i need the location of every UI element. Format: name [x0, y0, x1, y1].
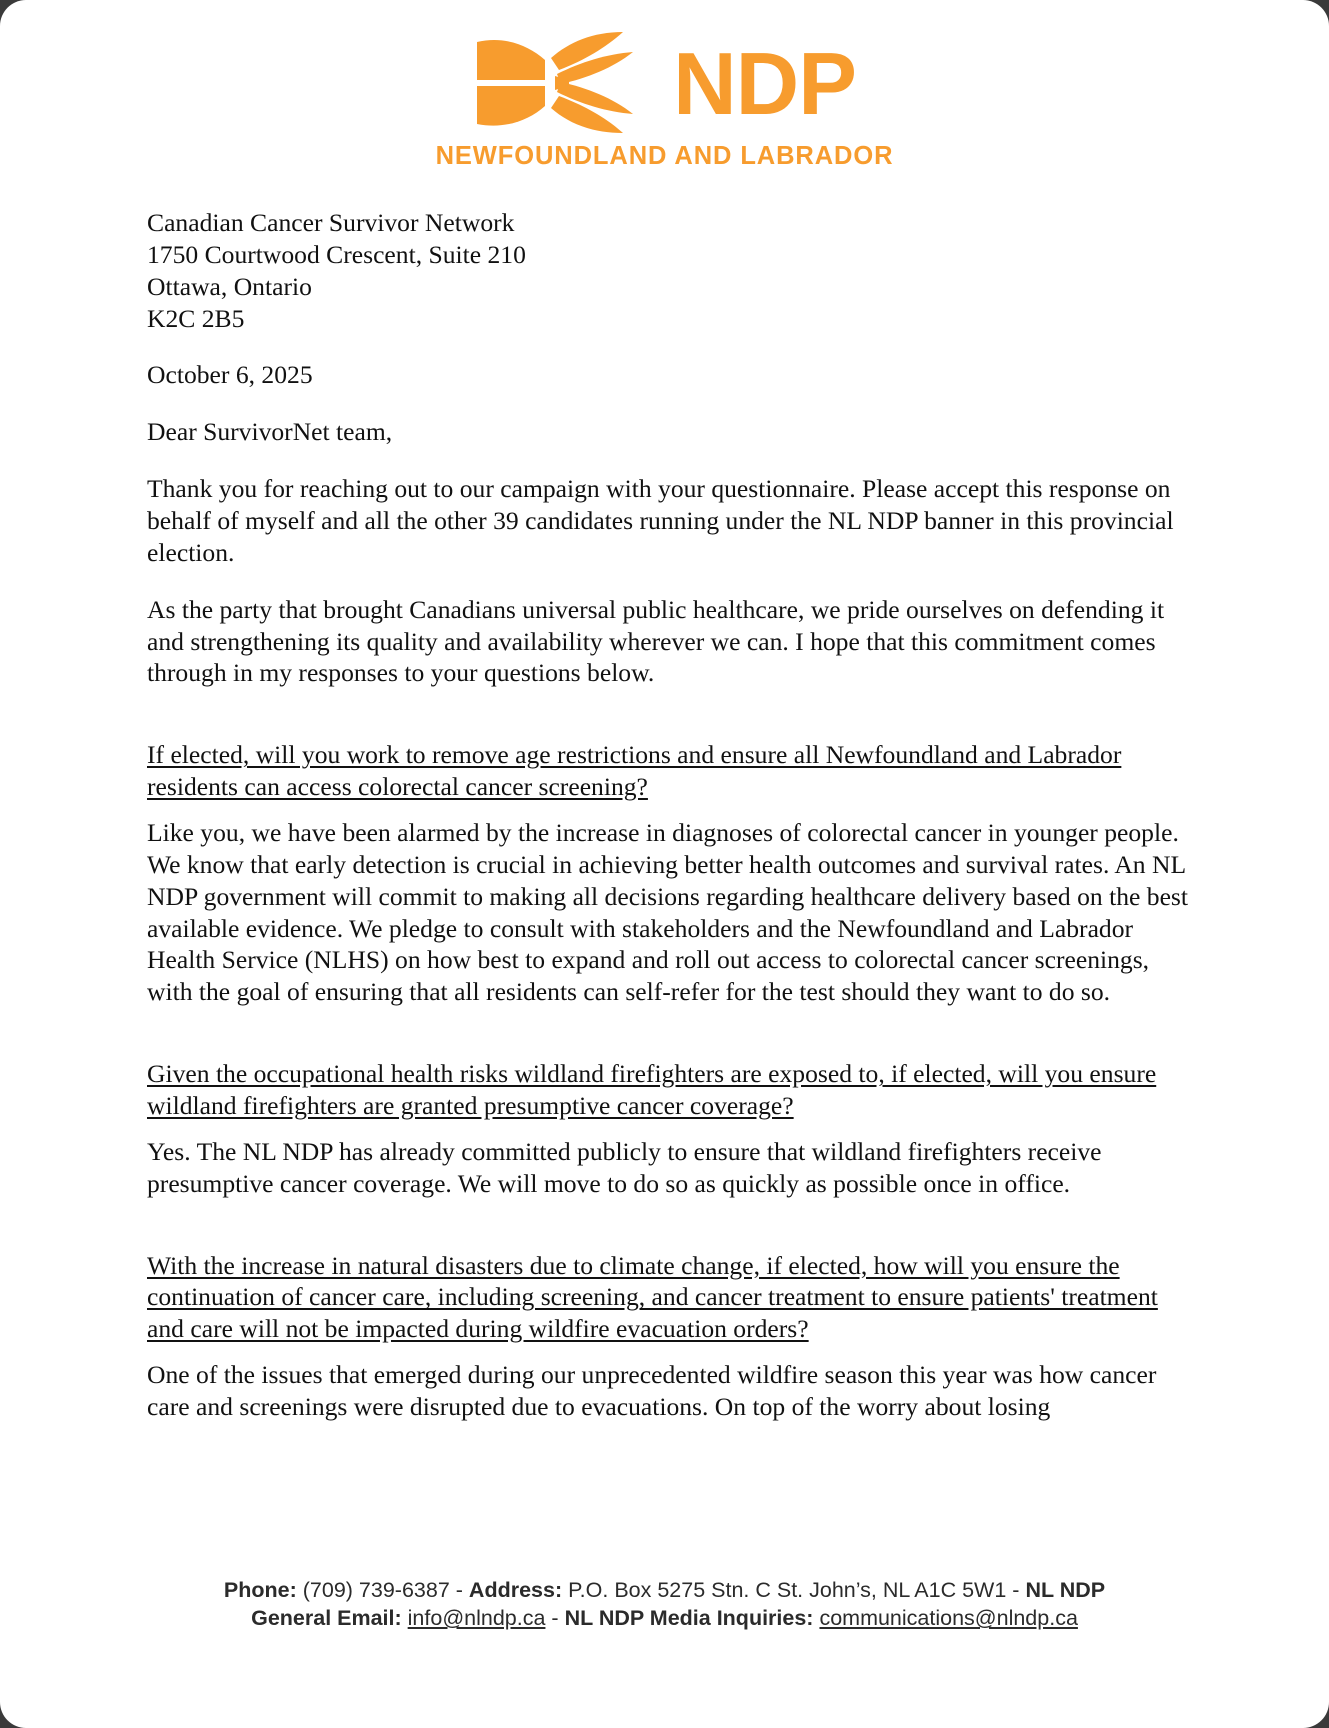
recipient-line-1: Canadian Cancer Survivor Network — [147, 208, 515, 237]
salutation: Dear SurvivorNet team, — [147, 417, 393, 447]
intro-paragraph-2: As the party that brought Canadians universal public healthcare, we pride ourselves on defending it and strengthening its quality and availability wherever we can. I hope that this commitment comes through in my responses to your questions below. — [147, 594, 1165, 688]
letter-body — [0, 171, 1329, 1423]
spacer — [147, 1008, 1191, 1058]
footer-media-label: NL NDP Media Inquiries: — [564, 1606, 814, 1631]
footer-line-2 — [0, 1604, 1329, 1633]
spacer — [147, 1345, 1191, 1359]
intro-paragraph-1: Thank you for reaching out to our campaign with your questionnaire. Please accept this response on behalf of myself and all the other 39 candidates running under the NL NDP banner in this provincial election. — [147, 474, 1174, 567]
media-email-link[interactable]: communications@nlndp.ca — [819, 1606, 1078, 1631]
spacer — [147, 391, 1191, 416]
letter-date: October 6, 2025 — [147, 360, 313, 390]
footer-separator: - — [455, 1577, 463, 1602]
spacer — [147, 1122, 1191, 1136]
footer-separator: - — [551, 1606, 559, 1631]
answer-paragraph-2: Yes. The NL NDP has already committed publicly to ensure that wildland firefighters receive presumptive cancer coverage. We will move to do so as quickly as possible once in office. — [147, 1136, 1102, 1198]
footer-separator: - — [1012, 1577, 1020, 1602]
spacer — [147, 569, 1191, 594]
footer-address-label: Address: — [468, 1577, 563, 1602]
ndp-wordmark: NDP — [673, 33, 856, 133]
spacer — [147, 1200, 1191, 1250]
general-email-link[interactable]: info@nlndp.ca — [407, 1606, 546, 1631]
footer-line-1 — [0, 1576, 1329, 1605]
question-heading-2: Given the occupational health risks wildland firefighters are exposed to, if elected, will you ensure wildland firefighters are granted presumptive cancer coverage? — [147, 1059, 1157, 1121]
recipient-line-2: 1750 Courtwood Crescent, Suite 210 — [147, 239, 526, 269]
footer-general-email-label: General Email: — [251, 1606, 402, 1631]
logo-row — [473, 30, 856, 134]
ndp-flag-icon — [473, 30, 647, 134]
question-heading-1: If elected, will you work to remove age restrictions and ensure all Newfoundland and Labrador residents can access colorectal cancer screening? — [147, 740, 1122, 802]
logo-subtitle: NEWFOUNDLAND AND LABRADOR — [435, 142, 894, 170]
question-heading-3: With the increase in natural disasters due to climate change, if elected, how will you ensure the continuation of cancer care, including screening, and cancer treatment to ensure patients' treatment and care will not be impacted during wildfire evacuation orders? — [147, 1250, 1158, 1344]
footer-org: NL NDP — [1025, 1577, 1106, 1602]
recipient-address — [147, 207, 1191, 334]
footer-address-value: P.O. Box 5275 Stn. C St. John’s, NL A1C 5W1 — [568, 1577, 1007, 1602]
page-footer — [0, 1576, 1329, 1633]
footer-phone-label: Phone: — [223, 1577, 297, 1602]
footer-phone-value: (709) 739-6387 — [302, 1577, 450, 1602]
answer-paragraph-3: One of the issues that emerged during our unprecedented wildfire season this year was how cancer care and screenings were disrupted due to evacuations. On top of the worry about losing — [147, 1360, 1157, 1422]
recipient-line-3: Ottawa, Ontario — [147, 271, 312, 301]
spacer — [147, 334, 1191, 359]
letterhead — [0, 0, 1329, 171]
answer-paragraph-1: Like you, we have been alarmed by the increase in diagnoses of colorectal cancer in younger people. We know that early detection is crucial in achieving better health outcomes and survival rates. An NL NDP government will commit to making all decisions regarding healthcare delivery based on the best available evidence. We pledge to consult with stakeholders and the Newfoundland and Labrador Health Service (NLHS) on how best to expand and roll out access to colorectal cancer screenings, with the goal of ensuring that all residents can self-refer for the test should they want to do so. — [147, 818, 1189, 1007]
spacer — [147, 448, 1191, 473]
spacer — [147, 803, 1191, 817]
spacer — [147, 689, 1191, 739]
recipient-line-4: K2C 2B5 — [147, 303, 245, 333]
